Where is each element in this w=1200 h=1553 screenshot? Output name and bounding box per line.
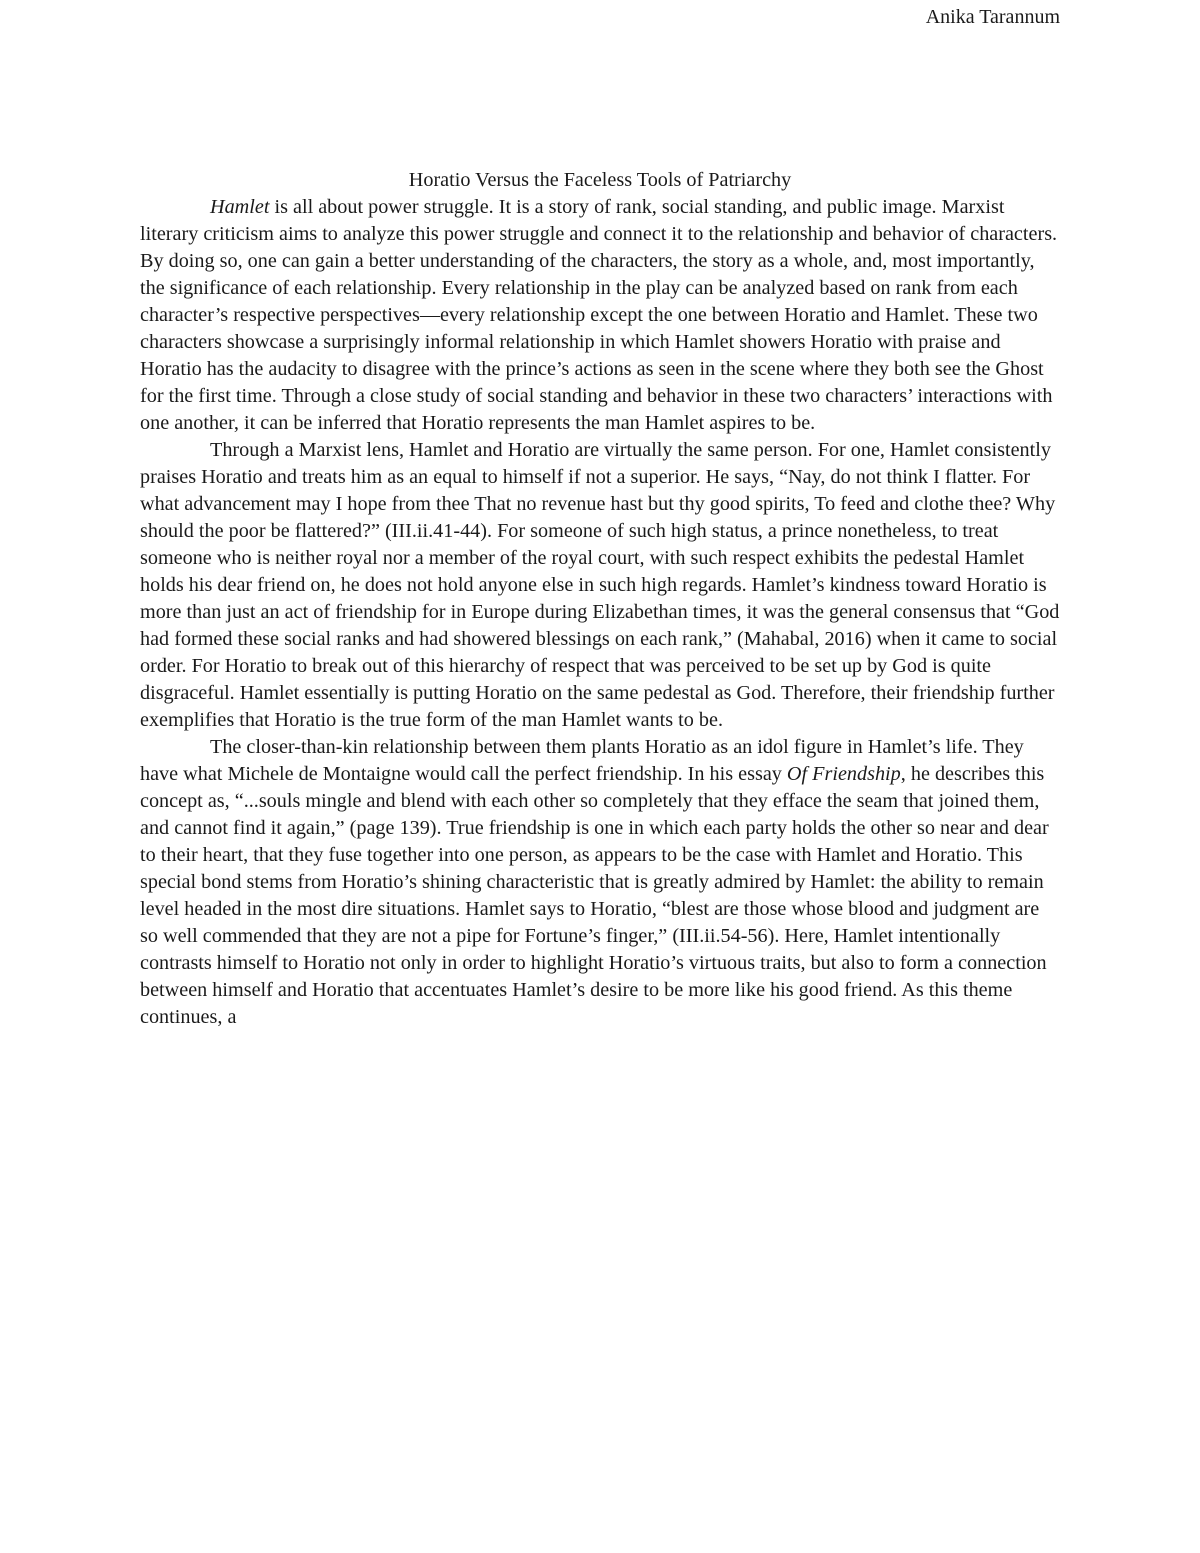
essay-body (140, 167, 1060, 1031)
play-title-italic: Hamlet (210, 196, 270, 218)
paragraph-3-text-end: , he describes this concept as, “...souls mingle and blend with each other so completely that they efface the seam that joined them, and cannot find it again,” (page 139). True friendship is one in which each party holds the other so near and dear to their heart, that they fuse together into one person, as appears to be the case with Hamlet and Horatio. This special bond stems from Horatio’s shining characteristic that is greatly admired by Hamlet: the ability to remain level headed in the most dire situations. Hamlet says to Horatio, “blest are those whose blood and judgment are so well commended that they are not a pipe for Fortune’s finger,” (III.ii.54-56). Here, Hamlet intentionally contrasts himself to Horatio not only in order to highlight Horatio’s virtuous traits, but also to form a connection between himself and Horatio that accentuates Hamlet’s desire to be more like his good friend. As this theme continues, a (140, 763, 1049, 1028)
paragraph-1 (140, 194, 1060, 437)
paragraph-2: Through a Marxist lens, Hamlet and Horatio are virtually the same person. For one, Hamlet consistently praises Horatio and treats him as an equal to himself if not a superior. He says, “Nay, do not think I flatter. For what advancement may I hope from thee That no revenue hast but thy good spirits, To feed and clothe thee? Why should the poor be flattered?” (III.ii.41-44). For someone of such high status, a prince nonetheless, to treat someone who is neither royal nor a member of the royal court, with such respect exhibits the pedestal Hamlet holds his dear friend on, he does not hold anyone else in such high regards. Hamlet’s kindness toward Horatio is more than just an act of friendship for in Europe during Elizabethan times, it was the general consensus that “God had formed these social ranks and had showered blessings on each rank,” (Mahabal, 2016) when it came to social order. For Horatio to break out of this hierarchy of respect that was perceived to be set up by God is quite disgraceful. Hamlet essentially is putting Horatio on the same pedestal as God. Therefore, their friendship further exemplifies that Horatio is the true form of the man Hamlet wants to be. (140, 439, 1060, 731)
essay-title: Horatio Versus the Faceless Tools of Patriarchy (408, 169, 792, 191)
header-author-name: Anika Tarannum (925, 6, 1060, 28)
essay-title-italic: Of Friendship (786, 763, 901, 785)
paragraph-3-text-start: The closer-than-kin relationship between them plants Horatio as an idol figure in Hamlet’s life. They have what Michele de Montaigne would call the perfect friendship. In his essay (140, 736, 1024, 785)
paragraph-3 (140, 734, 1060, 1031)
paragraph-1-text: is all about power struggle. It is a story of rank, social standing, and public image. Marxist literary criticism aims to analyze this power struggle and connect it to the relationship and behavior of characters. By doing so, one can gain a better understanding of the characters, the story as a whole, and, most importantly, the significance of each relationship. Every relationship in the play can be analyzed based on rank from each character’s respective perspectives—every relationship except the one between Horatio and Hamlet. These two characters showcase a surprisingly informal relationship in which Hamlet showers Horatio with praise and Horatio has the audacity to disagree with the prince’s actions as seen in the scene where they both see the Ghost for the first time. Through a close study of social standing and behavior in these two characters’ interactions with one another, it can be inferred that Horatio represents the man Hamlet aspires to be. (140, 196, 1058, 434)
